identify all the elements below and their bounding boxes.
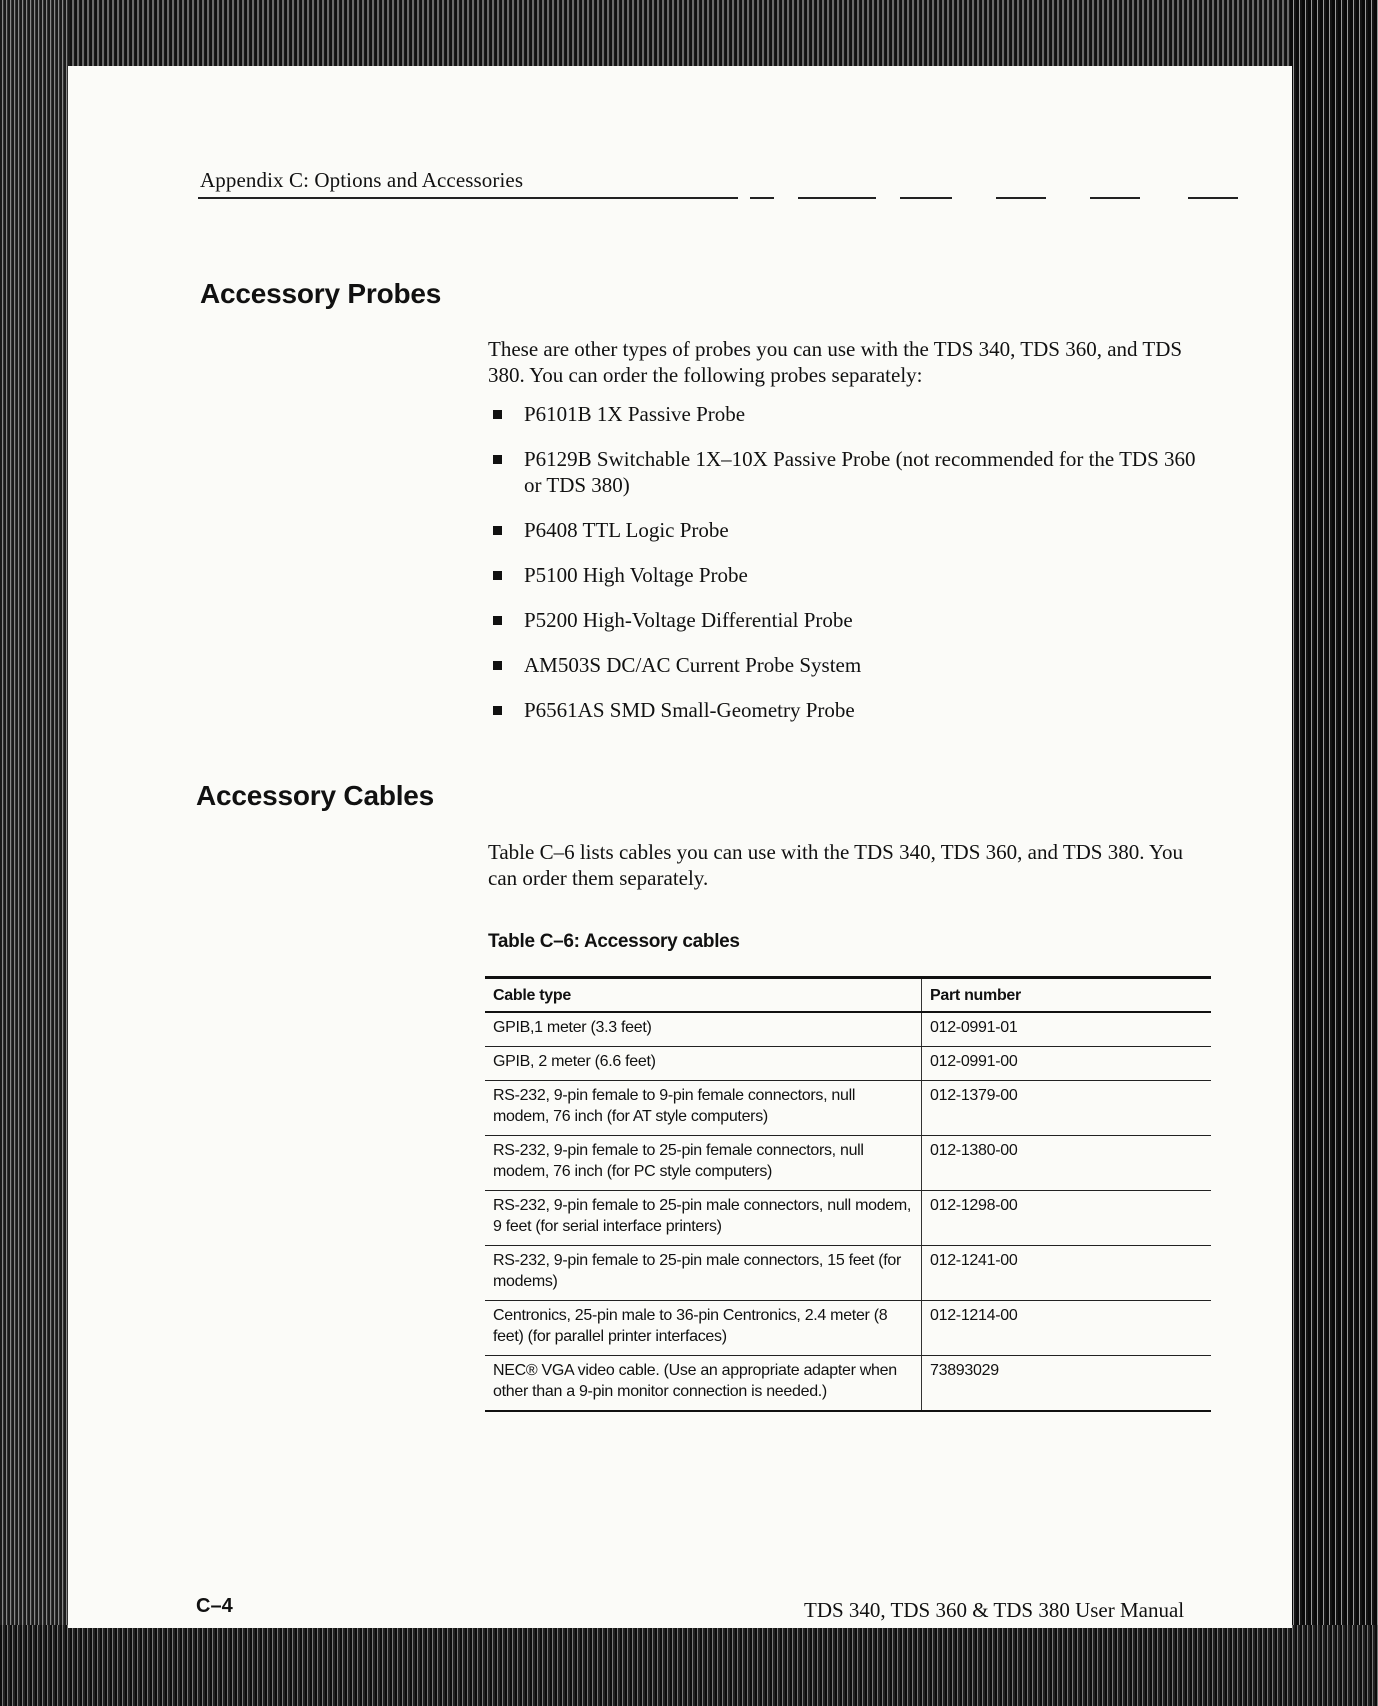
probe-list [488, 401, 1208, 742]
accessory-cables-heading: Accessory Cables [196, 780, 435, 811]
document-page [68, 66, 1292, 1628]
table-caption: Table C–6: Accessory cables [488, 931, 740, 952]
cable-type-cell: NEC® VGA video cable. (Use an appropriate adapter when other than a 9-pin monitor connection is needed.) [485, 1356, 922, 1412]
part-number-cell: 012-0991-01 [922, 1012, 1212, 1047]
header-rule [198, 197, 1269, 198]
page-number: C–4 [196, 1595, 233, 1617]
cable-type-cell: GPIB,1 meter (3.3 feet) [485, 1012, 922, 1047]
list-item: P6561AS SMD Small-Geometry Probe [488, 697, 1208, 723]
bullet-icon [493, 526, 502, 535]
bullet-icon [493, 410, 502, 419]
column-header-cable-type: Cable type [485, 978, 922, 1013]
cable-type-cell: Centronics, 25-pin male to 36-pin Centronics, 2.4 meter (8 feet) (for parallel printer interfaces) [485, 1301, 922, 1356]
scan-border-right [1290, 0, 1378, 1706]
cable-type-cell: RS-232, 9-pin female to 25-pin male connectors, null modem, 9 feet (for serial interface printers) [485, 1191, 922, 1246]
part-number-cell: 012-1298-00 [922, 1191, 1212, 1246]
list-item: P6101B 1X Passive Probe [488, 401, 1208, 427]
cable-type-cell: RS-232, 9-pin female to 25-pin male connectors, 15 feet (for modems) [485, 1246, 922, 1301]
cables-intro-text: Table C–6 lists cables you can use with the TDS 340, TDS 360, and TDS 380. You can order them separately. [488, 840, 1184, 890]
bullet-icon [493, 706, 502, 715]
running-header: Appendix C: Options and Accessories [200, 168, 524, 192]
accessory-probes-heading: Accessory Probes [200, 278, 442, 309]
scan-border-top [0, 0, 1378, 72]
table-row [485, 1191, 1211, 1246]
list-item: P6129B Switchable 1X–10X Passive Probe (not recommended for the TDS 360 or TDS 380) [488, 446, 1208, 498]
list-item: AM503S DC/AC Current Probe System [488, 652, 1208, 678]
probes-intro-text: These are other types of probes you can use with the TDS 340, TDS 360, and TDS 380. You can order the following probes separately: [488, 337, 1183, 387]
cable-type-cell: RS-232, 9-pin female to 9-pin female connectors, null modem, 76 inch (for AT style computers) [485, 1081, 922, 1136]
table-row [485, 1136, 1211, 1191]
list-item: P5100 High Voltage Probe [488, 562, 1208, 588]
table-row [485, 1356, 1211, 1412]
bullet-icon [493, 571, 502, 580]
part-number-cell: 012-0991-00 [922, 1047, 1212, 1081]
table-row [485, 1047, 1211, 1081]
manual-title: TDS 340, TDS 360 & TDS 380 User Manual [804, 1598, 1185, 1622]
bullet-icon [493, 455, 502, 464]
part-number-cell: 012-1380-00 [922, 1136, 1212, 1191]
part-number-cell: 012-1379-00 [922, 1081, 1212, 1136]
table-row [485, 1301, 1211, 1356]
part-number-cell: 012-1241-00 [922, 1246, 1212, 1301]
list-item: P6408 TTL Logic Probe [488, 517, 1208, 543]
table-row [485, 1246, 1211, 1301]
table-row [485, 1081, 1211, 1136]
part-number-cell: 73893029 [922, 1356, 1212, 1412]
accessory-cables-table [485, 976, 1211, 1412]
bullet-icon [493, 661, 502, 670]
cable-type-cell: GPIB, 2 meter (6.6 feet) [485, 1047, 922, 1081]
list-item: P5200 High-Voltage Differential Probe [488, 607, 1208, 633]
table-row [485, 1012, 1211, 1047]
scan-border-bottom [0, 1625, 1378, 1706]
bullet-icon [493, 616, 502, 625]
table-header-row [485, 978, 1211, 1013]
part-number-cell: 012-1214-00 [922, 1301, 1212, 1356]
scan-border-left [0, 0, 70, 1706]
column-header-part-number: Part number [922, 978, 1212, 1013]
cable-type-cell: RS-232, 9-pin female to 25-pin female connectors, null modem, 76 inch (for PC style computers) [485, 1136, 922, 1191]
